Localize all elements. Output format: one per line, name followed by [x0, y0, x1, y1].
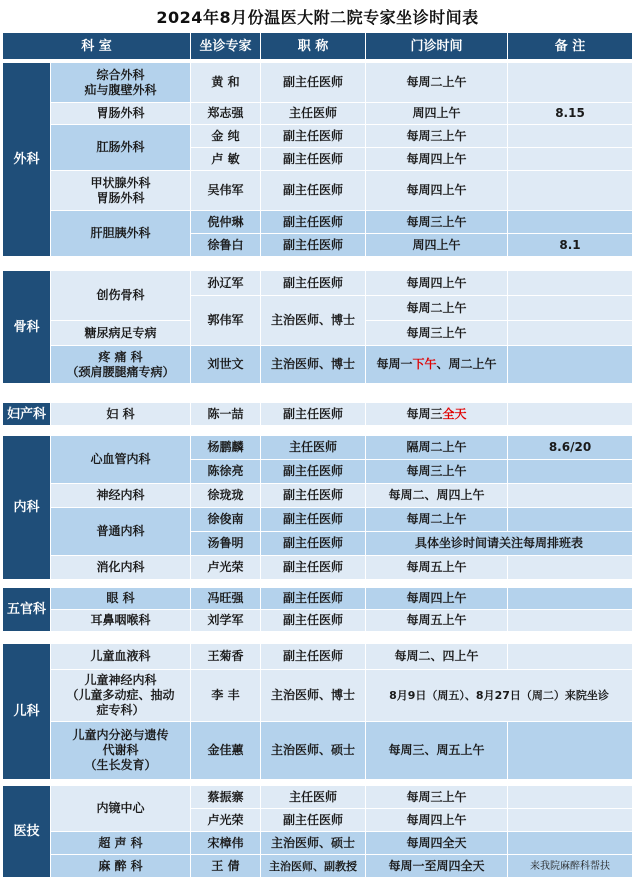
tech-section — [2, 785, 632, 878]
ortho-section — [2, 270, 632, 384]
doctor-name: 蔡振寨 — [191, 786, 261, 809]
clinic-time: 周四上午 — [366, 234, 508, 257]
table-row — [3, 855, 633, 878]
clinic-time: 每周二、四上午 — [366, 644, 508, 670]
header-section — [2, 32, 632, 60]
table-row — [3, 484, 633, 508]
table-row — [3, 436, 633, 460]
table-row — [3, 610, 633, 632]
clinic-time: 每周四上午 — [366, 171, 508, 211]
note-cell — [508, 171, 633, 211]
note-cell — [508, 508, 633, 532]
subdept-ped-hematology: 儿童血液科 — [51, 644, 191, 670]
subdept-ped-endocrinology: 儿童内分泌与遗传 代谢科 （生长发育） — [51, 722, 191, 780]
header-note: 备 注 — [508, 33, 633, 60]
table-row — [3, 346, 633, 384]
clinic-time: 每周三上午 — [366, 321, 508, 346]
table-row — [3, 271, 633, 296]
doctor-position: 副主任医师 — [261, 171, 366, 211]
table-row — [3, 125, 633, 148]
note-cell — [508, 610, 633, 632]
doctor-position: 主治医师、博士 — [261, 670, 366, 722]
table-row — [3, 722, 633, 780]
doctor-position: 副主任医师 — [261, 809, 366, 832]
clinic-time: 每周三、周五上午 — [366, 722, 508, 780]
header-expert: 坐诊专家 — [191, 33, 261, 60]
doctor-position: 主治医师、硕士 — [261, 832, 366, 855]
doctor-position: 主任医师 — [261, 786, 366, 809]
dept-orthopedics: 骨科 — [3, 271, 51, 384]
clinic-time: 8月9日（周五）、8月27日（周二）来院坐诊 — [366, 670, 633, 722]
table-row — [3, 644, 633, 670]
clinic-time: 每周二上午 — [366, 296, 508, 321]
internal-section — [2, 435, 632, 580]
doctor-name: 宋樟伟 — [191, 832, 261, 855]
clinic-time: 隔周二上午 — [366, 436, 508, 460]
subdept-diabetic-foot: 糖尿病足专病 — [51, 321, 191, 346]
doctor-name: 徐珑珑 — [191, 484, 261, 508]
subdept-pain: 疼 痛 科 （颈肩腰腿痛专病） — [51, 346, 191, 384]
note-cell — [508, 786, 633, 809]
doctor-position: 副主任医师 — [261, 556, 366, 580]
doctor-position: 副主任医师 — [261, 271, 366, 296]
doctor-name: 王菊香 — [191, 644, 261, 670]
doctor-position: 主治医师、博士 — [261, 296, 366, 346]
note-cell — [508, 271, 633, 296]
doctor-name: 冯旺强 — [191, 588, 261, 610]
table-row — [3, 786, 633, 809]
doctor-name: 金佳蕙 — [191, 722, 261, 780]
note-cell — [508, 125, 633, 148]
doctor-position: 副主任医师 — [261, 234, 366, 257]
subdept-gynecology: 妇 科 — [51, 403, 191, 426]
table-row — [3, 508, 633, 532]
dept-pediatrics: 儿科 — [3, 644, 51, 780]
table-row — [3, 211, 633, 234]
table-row — [3, 63, 633, 103]
doctor-name: 陈徐亮 — [191, 460, 261, 484]
doctor-position: 副主任医师 — [261, 508, 366, 532]
page-title: 2024年8月份温医大附二院专家坐诊时间表 — [156, 7, 479, 27]
doctor-position: 主治医师、博士 — [261, 346, 366, 384]
ent-section — [2, 587, 632, 632]
note-cell — [508, 460, 633, 484]
dept-ent: 五官科 — [3, 588, 51, 632]
note-cell — [508, 484, 633, 508]
doctor-name: 徐鲁白 — [191, 234, 261, 257]
doctor-name: 郭伟军 — [191, 296, 261, 346]
doctor-name: 卢光荣 — [191, 809, 261, 832]
clinic-time: 每周二上午 — [366, 508, 508, 532]
doctor-name: 郑志强 — [191, 103, 261, 125]
header-department: 科 室 — [3, 33, 191, 60]
table-row — [3, 832, 633, 855]
clinic-time: 每周四上午 — [366, 148, 508, 171]
clinic-time: 每周三全天 — [366, 403, 508, 426]
doctor-position: 副主任医师 — [261, 211, 366, 234]
doctor-position: 副主任医师 — [261, 460, 366, 484]
doctor-name: 金 纯 — [191, 125, 261, 148]
doctor-position: 副主任医师 — [261, 63, 366, 103]
table-row — [3, 403, 633, 426]
table-row — [3, 670, 633, 722]
doctor-name: 陈一喆 — [191, 403, 261, 426]
subdept-cardiology: 心血管内科 — [51, 436, 191, 484]
note-cell — [508, 211, 633, 234]
clinic-time: 每周四全天 — [366, 832, 508, 855]
note-cell — [508, 321, 633, 346]
doctor-position: 副主任医师 — [261, 148, 366, 171]
doctor-position: 副主任医师 — [261, 644, 366, 670]
doctor-position: 副主任医师 — [261, 588, 366, 610]
clinic-time: 每周三上午 — [366, 460, 508, 484]
table-row — [3, 556, 633, 580]
clinic-time: 每周一至周四全天 — [366, 855, 508, 878]
doctor-name: 刘世文 — [191, 346, 261, 384]
clinic-time: 每周五上午 — [366, 556, 508, 580]
doctor-name: 李 丰 — [191, 670, 261, 722]
clinic-time: 周四上午 — [366, 103, 508, 125]
header-time: 门诊时间 — [366, 33, 508, 60]
doctor-name: 卢 敏 — [191, 148, 261, 171]
subdept-hepatobiliary: 肝胆胰外科 — [51, 211, 191, 257]
note-cell: 8.6/20 — [508, 436, 633, 460]
doctor-name: 杨鹏麟 — [191, 436, 261, 460]
obgyn-section — [2, 402, 632, 426]
note-cell — [508, 722, 633, 780]
dept-obgyn: 妇产科 — [3, 403, 51, 426]
table-row — [3, 171, 633, 211]
peds-section — [2, 643, 632, 780]
subdept-gastroenterology: 消化内科 — [51, 556, 191, 580]
subdept-anorectal: 肛肠外科 — [51, 125, 191, 171]
dept-medtech: 医技 — [3, 786, 51, 878]
table-row — [3, 588, 633, 610]
doctor-position: 副主任医师 — [261, 484, 366, 508]
subdept-thyroid: 甲状腺外科 胃肠外科 — [51, 171, 191, 211]
note-cell — [508, 556, 633, 580]
header-position: 职 称 — [261, 33, 366, 60]
doctor-position: 副主任医师 — [261, 125, 366, 148]
doctor-position: 主治医师、硕士 — [261, 722, 366, 780]
doctor-name: 倪仲琳 — [191, 211, 261, 234]
note-cell — [508, 296, 633, 321]
note-cell — [508, 588, 633, 610]
subdept-general-medicine: 普通内科 — [51, 508, 191, 556]
subdept-ultrasound: 超 声 科 — [51, 832, 191, 855]
subdept-anesthesia: 麻 醉 科 — [51, 855, 191, 878]
clinic-time: 每周四上午 — [366, 588, 508, 610]
note-cell — [508, 346, 633, 384]
clinic-time: 每周五上午 — [366, 610, 508, 632]
subdept-general-surgery: 综合外科 疝与腹壁外科 — [51, 63, 191, 103]
doctor-name: 吴伟军 — [191, 171, 261, 211]
clinic-time: 每周三上午 — [366, 211, 508, 234]
dept-internal: 内科 — [3, 436, 51, 580]
subdept-gi-surgery: 胃肠外科 — [51, 103, 191, 125]
doctor-position: 副主任医师 — [261, 610, 366, 632]
doctor-position: 主治医师、副教授 — [261, 855, 366, 878]
subdept-endoscopy: 内镜中心 — [51, 786, 191, 832]
doctor-position: 主任医师 — [261, 103, 366, 125]
clinic-time: 具体坐诊时间请关注每周排班表 — [366, 532, 633, 556]
note-cell — [508, 403, 633, 426]
clinic-time: 每周三上午 — [366, 125, 508, 148]
note-cell — [508, 809, 633, 832]
subdept-ophthalmology: 眼 科 — [51, 588, 191, 610]
note-cell — [508, 63, 633, 103]
clinic-time: 每周三上午 — [366, 786, 508, 809]
note-cell — [508, 148, 633, 171]
doctor-name: 王 倩 — [191, 855, 261, 878]
note-cell — [508, 832, 633, 855]
doctor-position: 主任医师 — [261, 436, 366, 460]
clinic-time: 每周四上午 — [366, 809, 508, 832]
doctor-position: 副主任医师 — [261, 403, 366, 426]
header-row — [3, 33, 633, 60]
clinic-time: 每周四上午 — [366, 271, 508, 296]
note-cell: 来我院麻醉科帮扶 — [508, 855, 633, 878]
surgery-section — [2, 62, 632, 257]
doctor-name: 卢光荣 — [191, 556, 261, 580]
clinic-time: 每周二、周四上午 — [366, 484, 508, 508]
doctor-position: 副主任医师 — [261, 532, 366, 556]
clinic-time: 每周一下午、周二上午 — [366, 346, 508, 384]
note-cell: 8.1 — [508, 234, 633, 257]
note-cell — [508, 644, 633, 670]
clinic-time: 每周二上午 — [366, 63, 508, 103]
doctor-name: 孙辽军 — [191, 271, 261, 296]
subdept-neurology: 神经内科 — [51, 484, 191, 508]
subdept-ped-neurology: 儿童神经内科 （儿童多动症、抽动 症专科） — [51, 670, 191, 722]
subdept-otolaryngology: 耳鼻咽喉科 — [51, 610, 191, 632]
doctor-name: 汤鲁明 — [191, 532, 261, 556]
doctor-name: 徐俊南 — [191, 508, 261, 532]
note-cell: 8.15 — [508, 103, 633, 125]
doctor-name: 黄 和 — [191, 63, 261, 103]
doctor-name: 刘学军 — [191, 610, 261, 632]
subdept-trauma: 创伤骨科 — [51, 271, 191, 321]
dept-surgery: 外科 — [3, 63, 51, 257]
table-row — [3, 103, 633, 125]
